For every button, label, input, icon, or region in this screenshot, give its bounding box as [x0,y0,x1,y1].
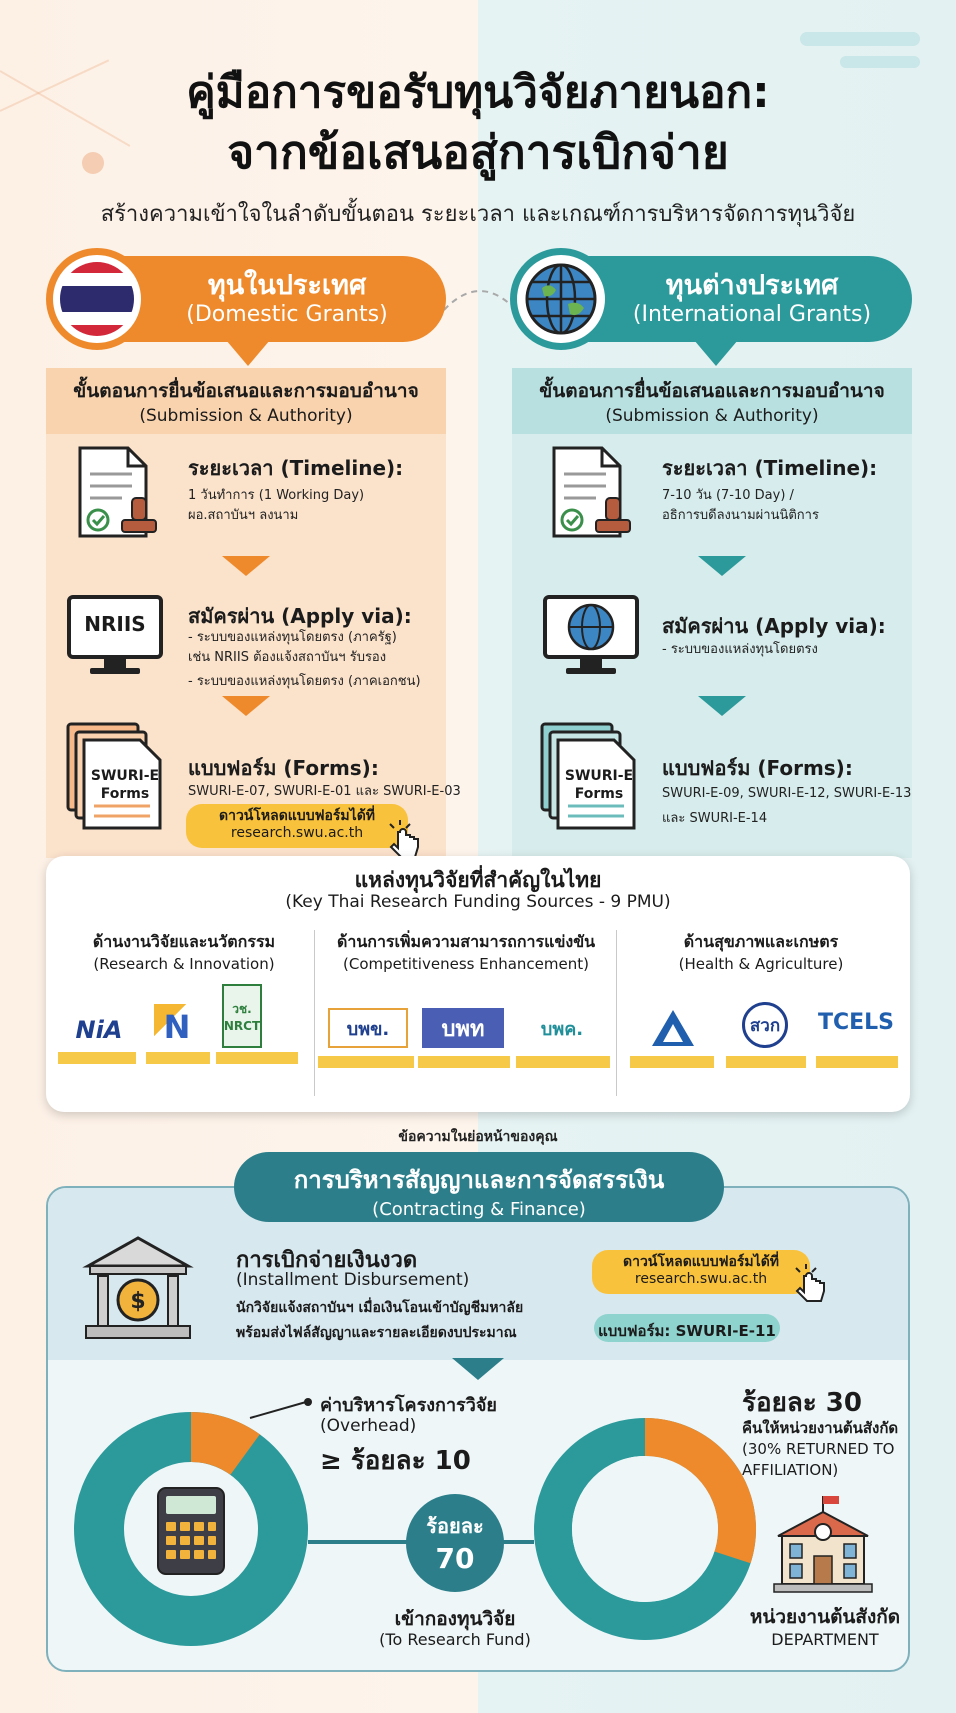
research-fund-sub: (To Research Fund) [379,1630,531,1649]
international-section-sub: (Submission & Authority) [605,406,819,426]
decor-dot [800,32,920,46]
finance-download-line1: ดาวน์โหลดแบบฟอร์มได้ที่ [622,1254,780,1270]
funding-category-health [618,930,904,973]
international-arrow-2 [698,696,746,716]
finance-download-line2: research.swu.ac.th [634,1271,768,1288]
bpt-logo: บพท [422,1008,504,1048]
international-section-header [512,368,912,434]
international-forms-title: แบบฟอร์ม (Forms): [662,756,853,780]
funding-category-sub: (Health & Agriculture) [678,955,844,973]
overhead-donut-slice [191,1437,245,1455]
international-apply-title: สมัครผ่าน (Apply via): [662,614,886,638]
document-stamp-icon [76,446,166,542]
domestic-download-line1: ดาวน์โหลดแบบฟอร์มได้ที่ [218,808,376,824]
finance-banner [234,1152,724,1222]
domestic-timeline-title: ระยะเวลา (Timeline): [188,456,404,480]
international-section-title: ขั้นตอนการยื่นข้อเสนอและการมอบอำนาจ [539,380,885,402]
funding-subtitle: (Key Thai Research Funding Sources - 9 PMU) [285,892,671,912]
funding-category-sub: (Competitiveness Enhancement) [343,955,589,973]
international-forms-line2: และ SWURI-E-14 [662,810,768,826]
arda-logo: สวก [742,1002,788,1048]
domestic-download-line2: research.swu.ac.th [230,825,364,842]
domestic-section-sub: (Submission & Authority) [139,406,353,426]
connector-dashes [440,280,520,320]
paragraph-note: ข้อความในย่อหน้าของคุณ [398,1129,558,1145]
overhead-leader-line [246,1392,316,1422]
return-text [742,1418,898,1481]
logo-caption-bar [630,1056,714,1068]
funding-sources-card [46,856,910,1112]
domestic-section-title: ขั้นตอนการยื่นข้อเสนอและการมอบอำนาจ [73,380,419,402]
monitor-icon [66,594,164,678]
international-timeline-line1: 7-10 วัน (7-10 Day) / [662,488,794,503]
installment-sub: (Installment Disbursement) [236,1270,470,1290]
page-title-line1: คู่มือการขอรับทุนวิจัยภายนอก: [186,67,770,118]
logo-caption-bar [726,1056,806,1068]
overhead-title: ค่าบริหารโครงการวิจัย [320,1395,497,1416]
international-timeline-line2: อธิการบดีลงนามผ่านนิติการ [662,508,819,524]
tcels-logo: TCELS [817,1009,895,1035]
international-forms-icon-line1: SWURI-E [564,768,634,784]
nrct-logo-line2: NRCT [223,1018,261,1033]
international-forms-icon-line2: Forms [574,785,624,802]
international-forms-line1: SWURI-E-09, SWURI-E-12, SWURI-E-13 [662,786,912,801]
domestic-subtitle: (Domestic Grants) [186,302,388,327]
finance-subtitle: (Contracting & Finance) [372,1199,586,1220]
domestic-forms-icon-line1: SWURI-E [90,768,160,784]
pointer-hand-icon [790,1262,830,1302]
svg-text:$: $ [130,1289,146,1314]
domestic-timeline-line2: ผอ.สถาบันฯ ลงนาม [188,508,299,524]
page-subtitle: สร้างความเข้าใจในลำดับขั้นตอน ระยะเวลา และเกณฑ์การบริหารจัดการทุนวิจัย [100,202,856,227]
logo-caption-bar [146,1052,210,1064]
international-apply-text: - ระบบของแหล่งทุนโดยตรง [662,642,818,657]
domestic-forms-icon-line2: Forms [100,785,150,802]
domestic-timeline-line1: 1 วันทำการ (1 Working Day) [188,488,365,503]
international-forms-text [662,782,911,831]
overhead-value: ≥ ร้อยละ 10 [320,1446,471,1476]
domestic-apply-line2: เช่น NRIIS ต้องแจ้งสถาบันฯ รับรอง [188,650,387,666]
domestic-apply-text [188,628,421,692]
finance-title: การบริหารสัญญาและการจัดสรรเงิน [293,1166,665,1194]
return-value: ร้อยละ 30 [742,1388,862,1418]
domestic-arrow-1 [222,556,270,576]
domestic-forms-icon-label [86,768,164,803]
funding-category-title: ด้านการเพิ่มความสามารถการแข่งขัน [336,932,596,951]
globe-icon [510,248,612,350]
nrct-logo [222,984,262,1048]
international-forms-icon-label [560,768,638,803]
research-fund-badge [406,1494,504,1592]
nvi-logo: N [154,1004,200,1050]
nrct-logo-line1: วช. [232,1001,252,1016]
funding-category-research [54,930,314,973]
domestic-apply-line3: - ระบบของแหล่งทุนโดยตรง (ภาคเอกชน) [188,674,421,690]
installment-title: การเบิกจ่ายเงินงวด [236,1248,418,1273]
finance-download-link[interactable] [592,1250,810,1294]
installment-text [236,1296,523,1346]
funding-category-title: ด้านงานวิจัยและนวัตกรรม [92,932,276,951]
research-fund-badge-line1: ร้อยละ [426,1514,484,1538]
department-building-icon [770,1494,876,1594]
finance-form-label: แบบฟอร์ม: SWURI-E-11 [594,1314,780,1342]
funding-title: แหล่งทุนวิจัยที่สำคัญในไทย [354,868,602,892]
funding-category-competitiveness [316,930,616,973]
bpkk-logo: บพค. [540,1018,584,1040]
logo-caption-bar [418,1056,510,1068]
domestic-section-header [46,368,446,434]
international-title: ทุนต่างประเทศ [665,269,839,301]
domestic-apply-line1: - ระบบของแหล่งทุนโดยตรง (ภาครัฐ) [188,630,397,645]
nia-logo: NiA [75,1016,123,1044]
international-timeline-text [662,486,819,526]
research-fund-badge-line2: 70 [435,1542,475,1575]
overhead-donut-chart [72,1410,310,1648]
domestic-timeline-text [188,486,364,526]
logo-caption-bar [516,1056,610,1068]
overhead-sub: (Overhead) [320,1416,417,1436]
calculator-icon [158,1488,224,1574]
pointer-hand-icon [384,818,424,858]
international-arrow-1 [698,556,746,576]
international-timeline-title: ระยะเวลา (Timeline): [662,456,878,480]
logo-caption-bar [216,1052,298,1064]
hsri-logo [648,1006,698,1050]
domestic-apply-title: สมัครผ่าน (Apply via): [188,604,412,628]
international-banner-tail [694,340,738,366]
installment-line1: นักวิจัยแจ้งสถาบันฯ เมื่อเงินโอนเข้าบัญชีมหาลัย [236,1300,524,1316]
return-donut-hole [572,1456,718,1602]
return-line1: คืนให้หน่วยงานต้นสังกัด [742,1419,899,1437]
monitor-globe-icon [542,594,640,678]
domestic-arrow-2 [222,696,270,716]
logo-caption-bar [58,1052,136,1064]
department-title: หน่วยงานต้นสังกัด [749,1606,901,1628]
return-line2: (30% RETURNED TO [742,1440,895,1458]
domestic-forms-text: SWURI-E-07, SWURI-E-01 และ SWURI-E-03 [188,784,461,799]
research-fund-title: เข้ากองทุนวิจัย [394,1608,516,1630]
international-subtitle: (International Grants) [632,302,872,327]
return-line3: AFFILIATION) [742,1461,839,1479]
installment-line2: พร้อมส่งไฟล์สัญญาและรายละเอียดงบประมาณ [236,1325,517,1342]
domestic-title: ทุนในประเทศ [207,269,367,301]
logo-caption-bar [816,1056,898,1068]
thai-flag-icon [46,248,148,350]
bpk-logo: บพข. [328,1008,408,1048]
category-divider [314,930,315,1096]
decor-dot [840,56,920,68]
finance-arrow [452,1358,504,1380]
logo-caption-bar [318,1056,414,1068]
domestic-forms-title: แบบฟอร์ม (Forms): [188,756,379,780]
document-stamp-icon [550,446,640,542]
department-sub: DEPARTMENT [771,1630,879,1649]
domestic-download-link[interactable] [186,804,408,848]
domestic-banner-tail [226,340,270,366]
return-donut-chart [526,1410,764,1648]
funding-category-title: ด้านสุขภาพและเกษตร [683,932,839,951]
bank-icon [80,1232,196,1344]
category-divider [616,930,617,1096]
nriis-label: NRIIS [84,612,146,636]
funding-category-sub: (Research & Innovation) [93,955,275,973]
page-title-line2: จากข้อเสนอสู่การเบิกจ่าย [227,125,729,179]
